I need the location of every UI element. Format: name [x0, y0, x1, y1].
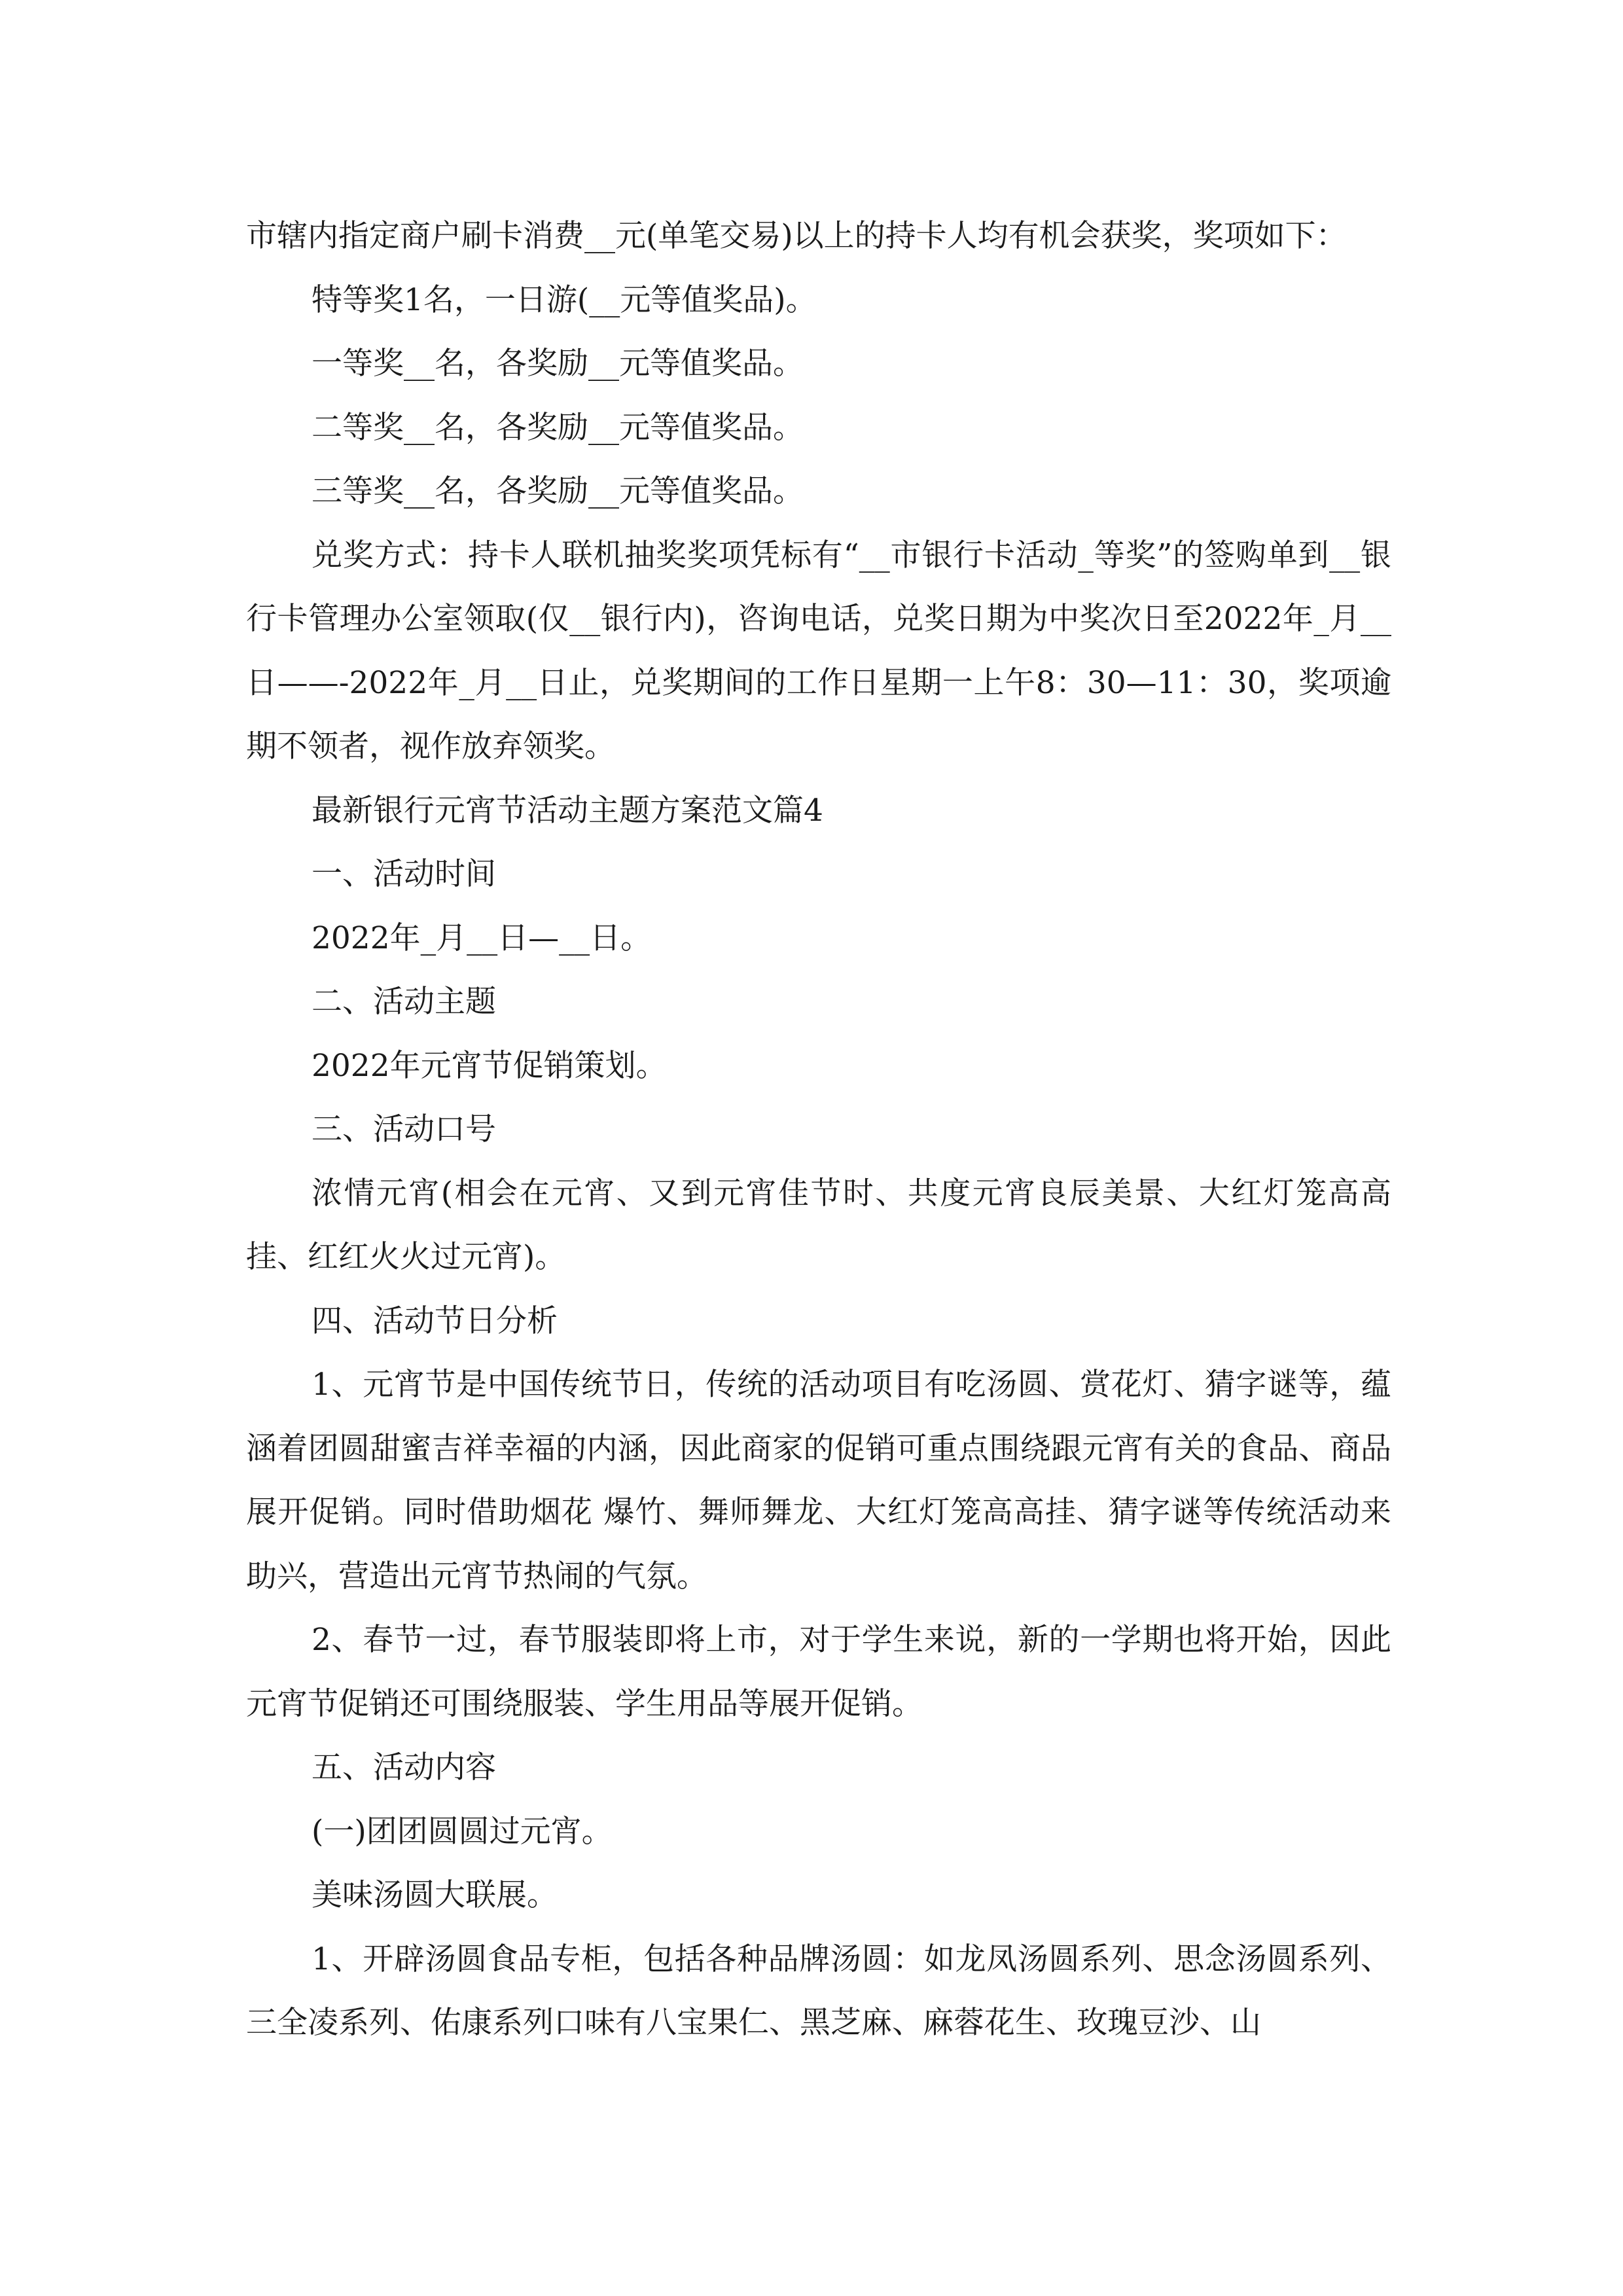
section-title-article-4: 最新银行元宵节活动主题方案范文篇4 — [312, 792, 823, 829]
paragraph-analysis-2: 2、春节一过，春节服装即将上市，对于学生来说，新的一学期也将开始，因此元宵节促销还可围绕服装、学生用品等展开促销。 — [246, 1622, 1391, 1722]
paragraph-tangyuan-expo: 美味汤圆大联展。 — [312, 1877, 558, 1913]
paragraph-tangyuan-counter: 1、开辟汤圆食品专柜，包括各种品牌汤圆：如龙凤汤圆系列、思念汤圆系列、三全凌系列、佑康系列口味有八宝果仁、黑芝麻、麻蓉花生、玫瑰豆沙、山 — [246, 1941, 1391, 2041]
paragraph-third-prize: 三等奖__名，各奖励__元等值奖品。 — [312, 473, 804, 509]
subheading-reunion: (一)团团圆圆过元宵。 — [312, 1813, 613, 1850]
paragraph-activity-time: 2022年_月__日—__日。 — [312, 920, 652, 956]
heading-activity-theme: 二、活动主题 — [312, 984, 496, 1020]
paragraph-prize-intro: 市辖内指定商户刷卡消费__元(单笔交易)以上的持卡人均有机会获奖，奖项如下： — [246, 218, 1347, 254]
paragraph-special-prize: 特等奖1名，一日游(__元等值奖品)。 — [312, 281, 817, 318]
document-body — [246, 204, 1391, 2055]
paragraph-second-prize: 二等奖__名，各奖励__元等值奖品。 — [312, 409, 804, 446]
heading-festival-analysis: 四、活动节日分析 — [312, 1302, 558, 1339]
paragraph-first-prize: 一等奖__名，各奖励__元等值奖品。 — [312, 346, 804, 382]
heading-activity-content: 五、活动内容 — [312, 1749, 496, 1785]
heading-activity-time: 一、活动时间 — [312, 856, 496, 892]
paragraph-activity-theme: 2022年元宵节促销策划。 — [312, 1047, 667, 1084]
paragraph-analysis-1: 1、元宵节是中国传统节日，传统的活动项目有吃汤圆、赏花灯、猜字谜等，蕴涵着团圆甜蜜吉祥幸福的内涵，因此商家的促销可重点围绕跟元宵有关的食品、商品展开促销。同时借助烟花 爆竹、舞师舞龙、大红灯笼高高挂、猜字谜等传统活动来助兴，营造出元宵节热闹的气氛。 — [246, 1367, 1391, 1594]
paragraph-redemption-method: 兑奖方式：持卡人联机抽奖奖项凭标有“__市银行卡活动_等奖”的签购单到__银行卡管理办公室领取(仅__银行内)，咨询电话，兑奖日期为中奖次日至2022年_月__日——-2022年_月__日止，兑奖期间的工作日星期一上午8：30—11：30，奖项逾期不领者，视作放弃领奖。 — [246, 537, 1391, 764]
heading-activity-slogan: 三、活动口号 — [312, 1111, 496, 1147]
paragraph-activity-slogan: 浓情元宵(相会在元宵、又到元宵佳节时、共度元宵良辰美景、大红灯笼高高挂、红红火火过元宵)。 — [246, 1175, 1391, 1275]
